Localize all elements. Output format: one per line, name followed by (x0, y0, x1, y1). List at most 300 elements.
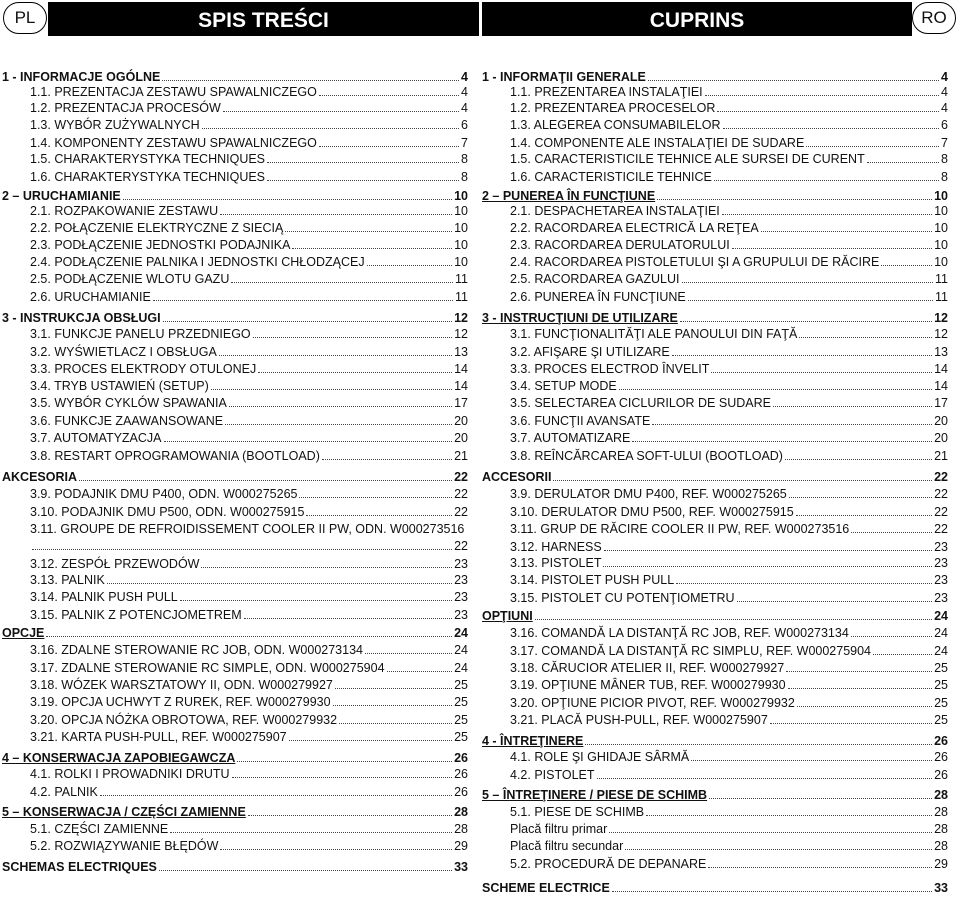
dot-leader (292, 248, 452, 249)
toc-entry-page: 22 (454, 487, 468, 501)
toc-entry-title: 3.11. GROUPE DE REFROIDISSEMENT COOLER II PW, ODN. W000273516 (30, 522, 465, 536)
toc-entry-page: 6 (941, 118, 948, 132)
toc-entry-page: 13 (934, 345, 948, 359)
dot-leader (162, 80, 459, 81)
dot-leader (799, 337, 932, 338)
toc-entry[interactable] (482, 221, 948, 235)
dot-leader (535, 619, 932, 620)
toc-entry-page: 14 (934, 379, 948, 393)
toc-entry-page: 11 (935, 272, 948, 286)
dot-leader (244, 618, 452, 619)
toc-entry-title: 3.19. OPŢIUNE MÂNER TUB, REF. W000279930 (510, 678, 786, 692)
dot-leader (717, 111, 939, 112)
dot-leader (688, 300, 933, 301)
toc-entry-page: 25 (934, 661, 948, 675)
toc-entry[interactable] (2, 643, 468, 657)
toc-entry-title: 3.4. TRYB USTAWIEŃ (SETUP) (30, 379, 209, 393)
dot-leader (625, 849, 932, 850)
toc-entry[interactable] (482, 768, 948, 782)
toc-entry[interactable] (482, 644, 948, 658)
toc-entry[interactable] (482, 204, 948, 218)
toc-entry[interactable] (2, 85, 468, 99)
toc-entry[interactable] (482, 750, 948, 764)
toc-entry-title: 3.9. DERULATOR DMU P400, REF. W000275265 (510, 487, 787, 501)
toc-entry-title: 1.4. KOMPONENTY ZESTAWU SPAWALNICZEGO (30, 136, 317, 150)
toc-entry[interactable] (2, 557, 468, 571)
dot-leader (225, 424, 452, 425)
toc-entry-title: 2.5. PODŁĄCZENIE WLOTU GAZU (30, 272, 230, 286)
toc-entry[interactable] (2, 487, 468, 501)
toc-entry-page: 4 (461, 85, 468, 99)
toc-entry[interactable] (2, 505, 468, 519)
toc-entry-page: 8 (941, 170, 948, 184)
toc-entry-title: 3.7. AUTOMATYZACJA (30, 431, 162, 445)
header-bar-right (482, 2, 912, 36)
toc-entry-title: 4 - ÎNTREŢINERE (482, 734, 584, 748)
dot-leader (873, 654, 932, 655)
dot-leader (153, 300, 453, 301)
toc-entry-title: 3.7. AUTOMATIZARE (510, 431, 631, 445)
toc-entry-title: 1.6. CARACTERISTICILE TEHNICE (510, 170, 712, 184)
toc-entry-page: 20 (454, 431, 468, 445)
toc-entry[interactable] (2, 221, 468, 235)
toc-entry-title: 3.17. COMANDĂ LA DISTANŢĂ RC SIMPLU, REF. W000275904 (510, 644, 872, 658)
toc-entry-title: 3.2. AFIŞARE ŞI UTILIZARE (510, 345, 670, 359)
dot-leader (220, 849, 452, 850)
toc-entry-page: 14 (454, 379, 468, 393)
dot-leader (619, 389, 932, 390)
dot-leader (231, 282, 453, 283)
toc-entry[interactable] (482, 449, 948, 463)
toc-entry[interactable] (482, 362, 948, 376)
toc-entry[interactable] (2, 101, 468, 115)
dot-leader (322, 459, 452, 460)
toc-entry[interactable] (2, 362, 468, 376)
toc-entry[interactable] (2, 396, 468, 410)
toc-entry[interactable] (2, 713, 468, 727)
toc-entry[interactable] (2, 170, 468, 184)
toc-entry-title: Placă filtru primar (510, 822, 608, 836)
toc-entry-page: 28 (934, 839, 948, 853)
toc-entry[interactable] (482, 609, 948, 623)
toc-entry-title: 1.3. ALEGEREA CONSUMABILELOR (510, 118, 721, 132)
toc-entry[interactable] (2, 608, 468, 622)
dot-leader (867, 162, 939, 163)
toc-entry-title: 5 – ÎNTREŢINERE / PIESE DE SCHIMB (482, 788, 708, 802)
toc-entry-title: 3.10. DERULATOR DMU P500, REF. W000275915 (510, 505, 794, 519)
toc-entry[interactable] (482, 591, 948, 605)
toc-entry-page: 10 (454, 204, 468, 218)
dot-leader (219, 355, 452, 356)
dot-leader (248, 815, 452, 816)
toc-entry[interactable] (2, 785, 468, 799)
toc-entry[interactable] (482, 101, 948, 115)
toc-entry-page: 4 (941, 101, 948, 115)
toc-entry-page: 10 (454, 189, 468, 203)
toc-entry[interactable] (2, 311, 468, 325)
toc-entry-title: 3.1. FUNCŢIONALITĂŢI ALE PANOULUI DIN FAŢĂ (510, 327, 798, 341)
toc-entry-title: 3.6. FUNKCJE ZAAWANSOWANE (30, 414, 224, 428)
toc-entry-title: SCHEMAS ELECTRIQUES (2, 860, 157, 874)
toc-entry[interactable] (2, 661, 468, 675)
toc-entry-title: 4.1. ROLKI I PROWADNIKI DRUTU (30, 767, 230, 781)
toc-entry-title: 3.20. OPŢIUNE PICIOR PIVOT, REF. W000279932 (510, 696, 795, 710)
dot-leader (299, 497, 452, 498)
dot-leader (100, 795, 452, 796)
toc-entry[interactable] (2, 626, 468, 640)
toc-entry-page: 10 (454, 221, 468, 235)
toc-entry-title: OPCJE (2, 626, 45, 640)
toc-entry-title: 3.18. CĂRUCIOR ATELIER II, REF. W000279927 (510, 661, 785, 675)
toc-entry-page: 11 (455, 290, 468, 304)
toc-entry-title: 2.2. POŁĄCZENIE ELEKTRYCZNE Z SIECIĄ (30, 221, 284, 235)
toc-entry[interactable] (482, 327, 948, 341)
toc-entry-page: 25 (934, 713, 948, 727)
language-badge-pl: PL (3, 2, 47, 34)
dot-leader (797, 706, 932, 707)
toc-entry-page: 26 (454, 767, 468, 781)
toc-entry[interactable] (482, 661, 948, 675)
toc-entry-title: 1.1. PREZENTACJA ZESTAWU SPAWALNICZEGO (30, 85, 317, 99)
toc-entry[interactable] (2, 204, 468, 218)
toc-entry-title: 3.6. FUNCŢII AVANSATE (510, 414, 651, 428)
toc-entry[interactable] (482, 255, 948, 269)
toc-entry[interactable] (482, 556, 948, 570)
dot-leader (770, 723, 932, 724)
toc-entry[interactable] (2, 152, 468, 166)
toc-entry-page: 25 (454, 730, 468, 744)
toc-entry-page: 23 (454, 590, 468, 604)
toc-entry-page: 26 (454, 751, 468, 765)
toc-entry-title: 2.4. RACORDAREA PISTOLETULUI ŞI A GRUPULUI DE RĂCIRE (510, 255, 880, 269)
toc-entry[interactable] (2, 573, 468, 587)
dot-leader (788, 688, 933, 689)
toc-entry[interactable] (2, 822, 468, 836)
toc-entry-title: 2.5. RACORDAREA GAZULUI (510, 272, 680, 286)
dot-leader (367, 265, 453, 266)
toc-entry-page: 14 (934, 362, 948, 376)
dot-leader (737, 601, 933, 602)
toc-entry[interactable] (2, 860, 468, 874)
toc-entry[interactable] (482, 118, 948, 132)
toc-entry[interactable] (482, 522, 948, 536)
toc-entry-page: 25 (454, 678, 468, 692)
toc-entry[interactable] (482, 857, 948, 871)
toc-entry-title: 2 – URUCHAMIANIE (2, 189, 121, 203)
toc-entry-page: 29 (454, 839, 468, 853)
toc-entry-title: 3.5. WYBÓR CYKLÓW SPAWANIA (30, 396, 227, 410)
toc-entry[interactable] (482, 431, 948, 445)
toc-entry-page: 23 (934, 540, 948, 554)
page-title-right: CUPRINS (649, 9, 745, 32)
toc-entry[interactable] (2, 805, 468, 819)
dot-leader (253, 337, 452, 338)
toc-entry-page: 12 (934, 327, 948, 341)
dot-leader (612, 891, 932, 892)
toc-entry[interactable] (2, 189, 468, 203)
dot-leader (761, 231, 932, 232)
toc-entry-title: 3.20. OPCJA NÓŻKA OBROTOWA, REF. W000279932 (30, 713, 338, 727)
toc-entry[interactable] (482, 189, 948, 203)
toc-entry-page: 4 (461, 70, 468, 84)
toc-entry-title: 3.8. RESTART OPROGRAMOWANIA (BOOTLOAD) (30, 449, 320, 463)
toc-entry-page: 10 (934, 238, 948, 252)
dot-leader (806, 146, 939, 147)
dot-leader (773, 406, 932, 407)
dot-leader (732, 248, 932, 249)
toc-entry[interactable] (2, 695, 468, 709)
toc-entry-title: 1.6. CHARAKTERYSTYKA TECHNIQUES (30, 170, 266, 184)
toc-entry-page: 14 (454, 362, 468, 376)
toc-entry[interactable] (482, 881, 948, 895)
dot-leader (722, 214, 932, 215)
toc-entry-title: 3.16. ZDALNE STEROWANIE RC JOB, ODN. W000273134 (30, 643, 363, 657)
toc-entry-title: 2 – PUNEREA ÎN FUNCŢIUNE (482, 189, 656, 203)
toc-entry[interactable] (482, 272, 948, 286)
toc-entry[interactable] (482, 822, 948, 836)
toc-entry[interactable] (482, 152, 948, 166)
dot-leader (237, 761, 452, 762)
dot-leader (723, 128, 940, 129)
toc-entry-title: 1.5. CARACTERISTICILE TEHNICE ALE SURSEI DE CURENT (510, 152, 865, 166)
toc-entry[interactable] (482, 85, 948, 99)
toc-entry-title: 2.2. RACORDAREA ELECTRICĂ LA REŢEA (510, 221, 759, 235)
toc-entry-title: Placă filtru secundar (510, 839, 624, 853)
toc-entry-continuation (2, 539, 468, 553)
dot-leader (387, 671, 453, 672)
toc-entry-title: 3.1. FUNKCJE PANELU PRZEDNIEGO (30, 327, 251, 341)
dot-leader (851, 532, 932, 533)
toc-entry[interactable] (482, 540, 948, 554)
dot-leader (657, 199, 932, 200)
toc-entry[interactable] (482, 290, 948, 304)
toc-entry-page: 13 (454, 345, 468, 359)
toc-entry-page: 6 (461, 118, 468, 132)
dot-leader (267, 162, 459, 163)
toc-entry-title: 3.2. WYŚWIETLACZ I OBSŁUGA (30, 345, 217, 359)
toc-entry-title: 1.5. CHARAKTERYSTYKA TECHNIQUES (30, 152, 266, 166)
toc-entry[interactable] (482, 678, 948, 692)
toc-entry-title: 3.18. WÓZEK WARSZTATOWY II, ODN. W000279927 (30, 678, 333, 692)
toc-entry-title: 3.13. PALNIK (30, 573, 105, 587)
toc-entry-title: 3.17. ZDALNE STEROWANIE RC SIMPLE, ODN. W000275904 (30, 661, 385, 675)
toc-entry[interactable] (482, 573, 948, 587)
toc-entry[interactable] (2, 751, 468, 765)
toc-entry-page: 10 (934, 204, 948, 218)
dot-leader (335, 688, 452, 689)
toc-entry-page: 25 (454, 695, 468, 709)
toc-entry-page: 10 (454, 255, 468, 269)
dot-leader (123, 199, 452, 200)
dot-leader (289, 740, 452, 741)
toc-entry-title: 3.12. ZESPÓŁ PRZEWODÓW (30, 557, 200, 571)
toc-entry-page: 33 (934, 881, 948, 895)
toc-entry[interactable] (482, 345, 948, 359)
toc-entry[interactable] (2, 767, 468, 781)
dot-leader (267, 180, 459, 181)
dot-leader (211, 389, 452, 390)
toc-entry[interactable] (482, 505, 948, 519)
toc-entry-title: 2.3. PODŁĄCZENIE JEDNOSTKI PODAJNIKA (30, 238, 291, 252)
dot-leader (708, 867, 932, 868)
toc-entry[interactable] (2, 431, 468, 445)
toc-entry[interactable] (2, 290, 468, 304)
toc-entry-page: 25 (934, 678, 948, 692)
page-title-left: SPIS TREŚCI (198, 9, 329, 32)
dot-leader (603, 566, 932, 567)
toc-entry[interactable] (482, 487, 948, 501)
toc-entry[interactable] (482, 70, 948, 84)
dot-leader (159, 870, 452, 871)
toc-entry-title: 1.2. PREZENTAREA PROCESELOR (510, 101, 716, 115)
toc-entry-page: 23 (454, 573, 468, 587)
toc-entry[interactable] (2, 379, 468, 393)
toc-entry-page: 4 (941, 85, 948, 99)
toc-entry[interactable] (482, 414, 948, 428)
toc-entry-page: 4 (941, 70, 948, 84)
toc-entry-page: 24 (454, 661, 468, 675)
toc-entry-title: 3.19. OPCJA UCHWYT Z RUREK, REF. W000279930 (30, 695, 331, 709)
toc-entry[interactable] (482, 805, 948, 819)
dot-leader (285, 231, 452, 232)
toc-entry-title: SCHEME ELECTRICE (482, 881, 610, 895)
toc-entry-title: AKCESORIA (2, 470, 78, 484)
toc-entry-title: 4.2. PALNIK (30, 785, 98, 799)
toc-entry-page: 11 (455, 272, 468, 286)
toc-entry-page: 28 (934, 788, 948, 802)
toc-entry[interactable] (2, 839, 468, 853)
toc-entry-page: 33 (454, 860, 468, 874)
dot-leader (170, 832, 452, 833)
dot-leader (632, 441, 932, 442)
toc-entry[interactable] (482, 788, 948, 802)
toc-entry-title: 2.6. URUCHAMIANIE (30, 290, 151, 304)
toc-entry[interactable] (482, 713, 948, 727)
toc-entry[interactable] (482, 170, 948, 184)
toc-entry-title: 1.1. PREZENTAREA INSTALAŢIEI (510, 85, 703, 99)
toc-entry-page: 12 (934, 311, 948, 325)
toc-entry[interactable] (482, 396, 948, 410)
toc-entry-page: 26 (934, 750, 948, 764)
toc-entry-title: 3.15. PISTOLET CU POTENŢIOMETRU (510, 591, 735, 605)
dot-leader (229, 406, 452, 407)
toc-entry[interactable] (482, 696, 948, 710)
toc-entry-title: 3.8. REÎNCĂRCAREA SOFT-ULUI (BOOTLOAD) (510, 449, 783, 463)
toc-entry-page: 25 (454, 713, 468, 727)
toc-entry-page: 22 (934, 522, 948, 536)
toc-entry-title: 3.3. PROCES ELECTROD ÎNVELIT (510, 362, 710, 376)
toc-entry-page: 12 (454, 311, 468, 325)
toc-entry-title: 3.10. PODAJNIK DMU P500, ODN. W000275915 (30, 505, 305, 519)
toc-entry[interactable] (482, 734, 948, 748)
toc-entry-title: 2.4. PODŁĄCZENIE PALNIKA I JEDNOSTKI CHŁODZĄCEJ (30, 255, 365, 269)
toc-entry[interactable] (482, 379, 948, 393)
toc-entry[interactable] (482, 136, 948, 150)
toc-entry[interactable] (482, 311, 948, 325)
toc-entry-title: 1 - INFORMACJE OGÓLNE (2, 70, 161, 84)
dot-leader (365, 653, 452, 654)
dot-leader (201, 567, 452, 568)
toc-entry-title: 3.21. KARTA PUSH-PULL, REF. W000275907 (30, 730, 287, 744)
toc-entry-page: 20 (454, 414, 468, 428)
toc-entry-title: 2.1. ROZPAKOWANIE ZESTAWU (30, 204, 219, 218)
toc-entry-title: 3.13. PISTOLET (510, 556, 602, 570)
toc-entry-page: 22 (454, 505, 468, 519)
toc-entry[interactable] (2, 590, 468, 604)
toc-entry-title: 3.3. PROCES ELEKTRODY OTULONEJ (30, 362, 257, 376)
toc-entry[interactable] (2, 345, 468, 359)
toc-entry-page: 20 (934, 414, 948, 428)
toc-entry[interactable] (2, 136, 468, 150)
toc-entry-title: 3.4. SETUP MODE (510, 379, 617, 393)
toc-entry[interactable] (2, 449, 468, 463)
dot-leader (604, 550, 932, 551)
header-bar-left (48, 2, 479, 36)
toc-entry[interactable] (2, 272, 468, 286)
toc-entry[interactable] (482, 470, 948, 484)
toc-entry[interactable] (2, 730, 468, 744)
toc-entry-page: 10 (454, 238, 468, 252)
toc-entry[interactable] (2, 327, 468, 341)
toc-entry-page: 11 (935, 290, 948, 304)
toc-entry-page: 7 (941, 136, 948, 150)
toc-entry[interactable] (2, 118, 468, 132)
toc-entry-title: 4.1. ROLE ŞI GHIDAJE SÂRMĂ (510, 750, 690, 764)
dot-leader (881, 265, 932, 266)
dot-leader (705, 95, 939, 96)
dot-leader (319, 95, 459, 96)
toc-entry[interactable] (2, 414, 468, 428)
toc-entry-title: 5.1. PIESE DE SCHIMB (510, 805, 645, 819)
dot-leader (786, 671, 932, 672)
toc-entry[interactable] (482, 626, 948, 640)
toc-entry-page: 26 (454, 785, 468, 799)
dot-leader (232, 777, 453, 778)
toc-entry[interactable] (2, 255, 468, 269)
toc-entry-page: 23 (454, 557, 468, 571)
toc-entry[interactable] (2, 70, 468, 84)
dot-leader (711, 372, 932, 373)
dot-leader (107, 583, 452, 584)
toc-entry-title: 3.15. PALNIK Z POTENCJOMETREM (30, 608, 242, 622)
toc-entry-title: 4 – KONSERWACJA ZAPOBIEGAWCZA (2, 751, 236, 765)
toc-entry-title: ACCESORII (482, 470, 552, 484)
dot-leader (691, 760, 932, 761)
toc-entry[interactable] (2, 470, 468, 484)
toc-entry-page: 8 (941, 152, 948, 166)
dot-leader (648, 80, 939, 81)
dot-leader (609, 832, 932, 833)
toc-entry[interactable] (2, 678, 468, 692)
dot-leader (220, 214, 452, 215)
toc-entry[interactable] (482, 839, 948, 853)
toc-entry-page: 28 (934, 805, 948, 819)
toc-entry-title: 3.14. PISTOLET PUSH PULL (510, 573, 675, 587)
toc-entry-title: 2.3. RACORDAREA DERULATORULUI (510, 238, 730, 252)
language-badge-ro: RO (912, 2, 956, 34)
dot-leader (851, 636, 932, 637)
toc-entry-page: 20 (934, 431, 948, 445)
dot-leader (339, 723, 452, 724)
toc-entry-page: 23 (934, 573, 948, 587)
dot-leader (79, 480, 452, 481)
toc-entry[interactable] (2, 522, 468, 536)
toc-entry[interactable] (2, 238, 468, 252)
toc-entry-title: 5.1. CZĘŚCI ZAMIENNE (30, 822, 169, 836)
toc-entry[interactable] (482, 238, 948, 252)
dot-leader (789, 497, 932, 498)
toc-entry-title: 5.2. ROZWIĄZYWANIE BŁĘDÓW (30, 839, 219, 853)
